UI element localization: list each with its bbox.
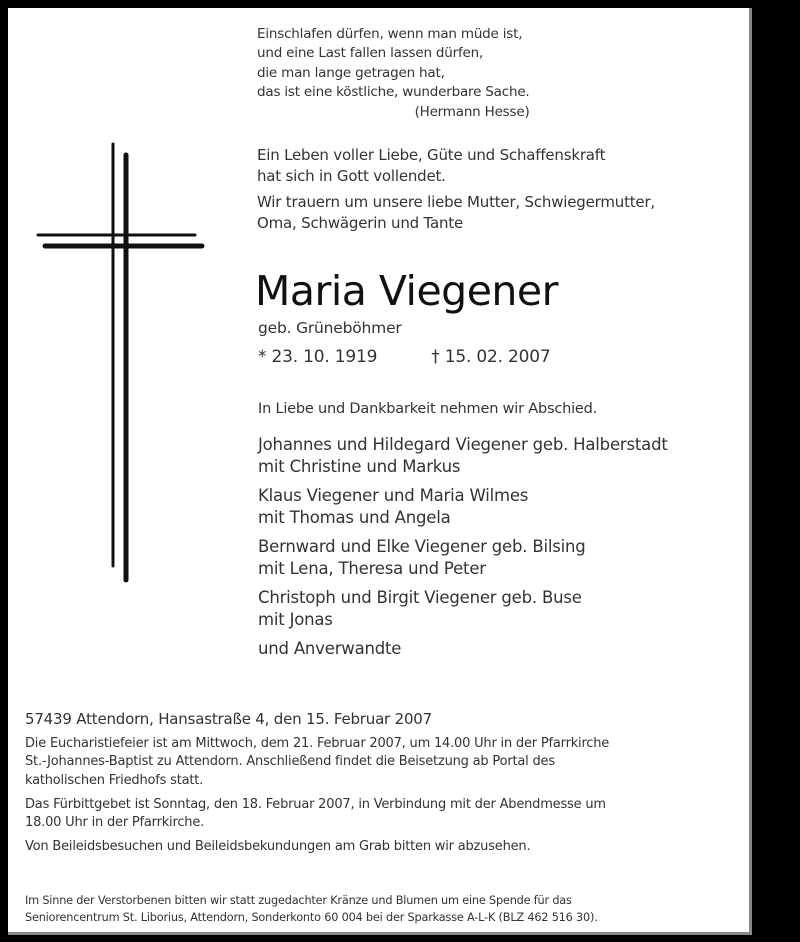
deceased-name: Maria Viegener bbox=[255, 267, 558, 315]
mourner-line: mit Jonas bbox=[258, 610, 333, 629]
condolence-info: Von Beileidsbesuchen und Beileidsbekundungen am Grab bitten wir abzusehen. bbox=[25, 839, 531, 855]
intro-line: Wir trauern um unsere liebe Mutter, Schwiegermutter, bbox=[257, 193, 655, 211]
mourner-group bbox=[258, 485, 668, 529]
mourners-list bbox=[258, 434, 668, 660]
cross-icon bbox=[8, 8, 228, 708]
intro-line: hat sich in Gott vollendet. bbox=[257, 166, 446, 185]
birth-name: geb. Grüneböhmer bbox=[258, 319, 402, 337]
poem-author: (Hermann Hesse) bbox=[414, 103, 530, 120]
birth-date: * 23. 10. 1919 bbox=[258, 347, 378, 367]
farewell-text: In Liebe und Dankbarkeit nehmen wir Abschied. bbox=[258, 401, 598, 417]
intro-line: Ein Leben voller Liebe, Güte und Schaffenskraft bbox=[257, 146, 606, 164]
mourner-line: Bernward und Elke Viegener geb. Bilsing bbox=[258, 537, 586, 556]
poem-line: die man lange getragen hat, bbox=[257, 64, 445, 81]
poem-line: das ist eine köstliche, wunderbare Sache. bbox=[257, 84, 530, 101]
mourner-group bbox=[258, 536, 668, 580]
mourner-line: Johannes und Hildegard Viegener geb. Halberstadt bbox=[258, 435, 668, 454]
life-dates bbox=[258, 346, 551, 368]
donation-line: Seniorencentrum St. Liborius, Attendorn, Sonderkonto 60 004 bei der Sparkasse A-L-K (BLZ 462 516 30). bbox=[25, 910, 598, 924]
intro-line: Oma, Schwägerin und Tante bbox=[257, 213, 464, 232]
mourner-group bbox=[258, 587, 668, 631]
address-line: 57439 Attendorn, Hansastraße 4, den 15. Februar 2007 bbox=[25, 710, 432, 728]
mourner-line: mit Lena, Theresa und Peter bbox=[258, 559, 486, 578]
poem-line: Einschlafen dürfen, wenn man müde ist, bbox=[257, 26, 523, 42]
mourner-line: Christoph und Birgit Viegener geb. Buse bbox=[258, 588, 582, 607]
poem bbox=[257, 25, 530, 122]
mourner-line: mit Thomas und Angela bbox=[258, 508, 451, 527]
obituary-notice bbox=[8, 8, 752, 935]
death-date: † 15. 02. 2007 bbox=[431, 347, 551, 367]
service-info bbox=[25, 735, 609, 863]
mourner-group bbox=[258, 434, 668, 478]
poem-line: und eine Last fallen lassen dürfen, bbox=[257, 45, 484, 62]
mourner-line: Klaus Viegener und Maria Wilmes bbox=[258, 486, 529, 505]
prayer-info: Das Fürbittgebet ist Sonntag, den 18. Februar 2007, in Verbindung mit der Abendmesse um 18.00 Uhr in der Pfarrkirche. bbox=[25, 796, 606, 831]
mass-info: Die Eucharistiefeier ist am Mittwoch, dem 21. Februar 2007, um 14.00 Uhr in der Pfarrkirche St.-Johannes-Baptist zu Attendorn. Anschließend findet die Beisetzung ab Portal des katholischen Friedhofs statt. bbox=[25, 736, 610, 788]
relatives-line: und Anverwandte bbox=[258, 639, 402, 658]
mourner-line: mit Christine und Markus bbox=[258, 457, 461, 476]
donation-info bbox=[25, 893, 598, 926]
donation-line: Im Sinne der Verstorbenen bitten wir statt zugedachter Kränze und Blumen um eine Spende für das bbox=[25, 894, 572, 907]
intro-text bbox=[257, 145, 655, 239]
